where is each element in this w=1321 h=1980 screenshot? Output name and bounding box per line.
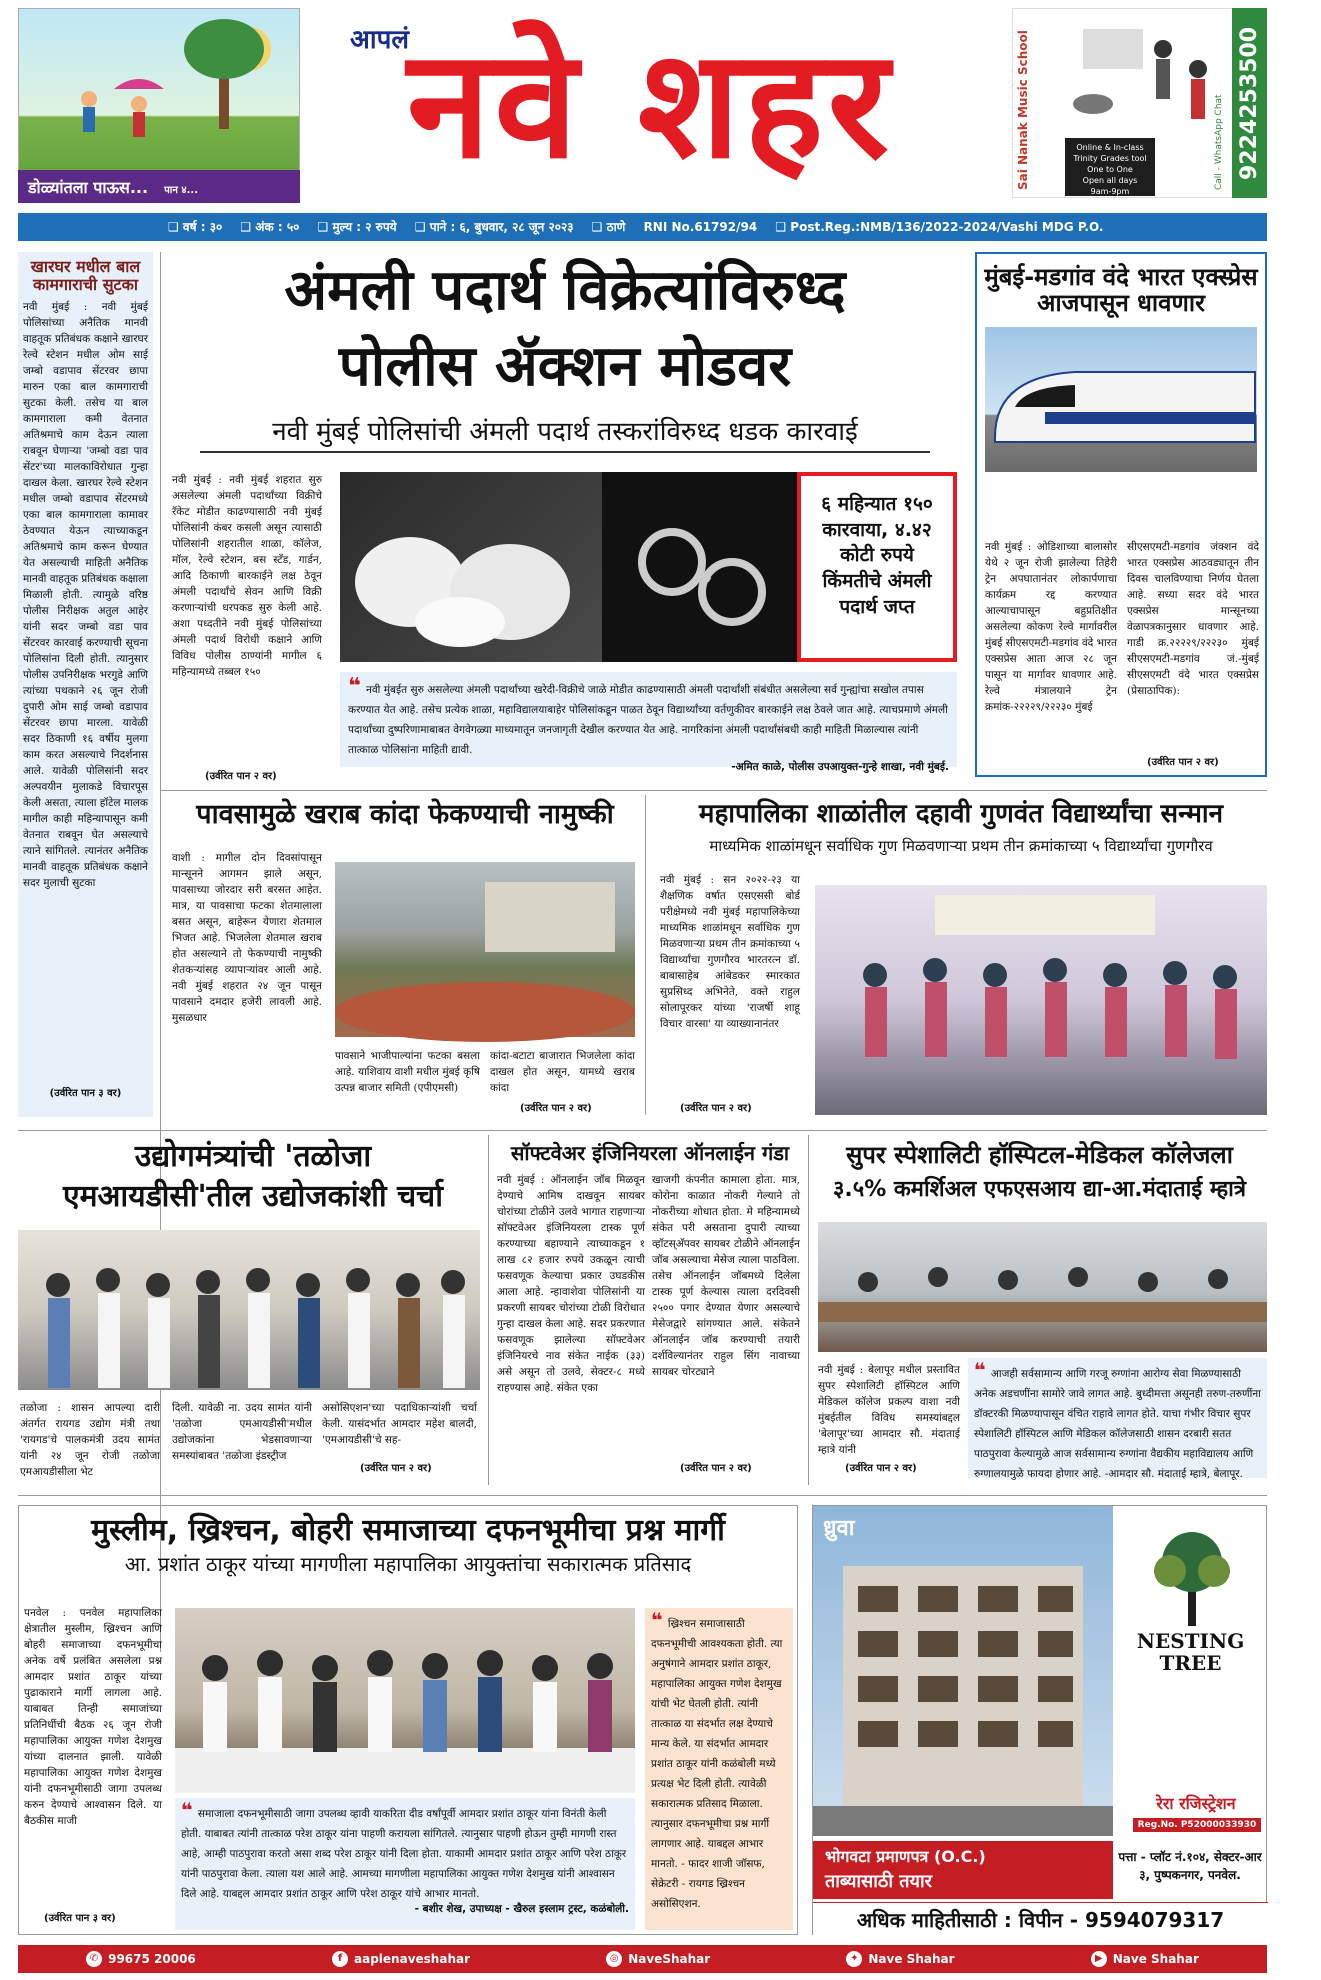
rain-illustration — [19, 9, 301, 169]
oc-banner — [813, 1841, 1113, 1899]
minister-text-3: असोसिएशन'च्या पदाधिकाऱ्यांशी चर्चा केली. यासंदर्भात आमदार महेश बालदी, 'एमआयडीसी'चे सह- — [322, 1402, 477, 1446]
software-continued: (उर्वरित पान २ वर) — [680, 1463, 752, 1474]
oc-line-2: ताब्यासाठी तयार — [825, 1871, 932, 1892]
ad-phone-number[interactable]: 9224253500 — [1232, 8, 1267, 198]
lead-subhead: नवी मुंबई पोलिसांची अंमली पदार्थ तस्करांविरुध्द धडक कारवाई — [200, 418, 930, 453]
software-headline: सॉफ्टवेअर इंजिनियरला ऑनलाईन गंडा — [510, 1141, 790, 1165]
minister-text-2: दिली. यावेळी ना. उदय सामंत यांनी 'तळोजा एमआयडीसी'मधील उद्योजकांना भेडसावणाऱ्या समस्यांबाबत 'तळोजा इंडस्ट्रीज — [172, 1402, 312, 1462]
lead-headline-2: पोलीस ॲक्शन मोडवर — [338, 334, 792, 399]
lead-headline-1: अंमली पदार्थ विक्रेत्यांविरुध्द — [284, 258, 846, 323]
ad-info-line: Open all days — [1082, 176, 1138, 185]
lead-text: नवी मुंबई : नवी मुंबई शहरात सुरु असलेल्या अंमली पदार्थांच्या विक्रीचे रॅकेट मोडीत काढण्यासाठी नवी मुंबई पोलिसांनी कंबर कसली असून त्यासाठी पोलिसांनी शहरातील शाळा, कॉलेज, मॉल, रेल्वे स्टेशन, बस स्टँड, गार्डन, आदि ठिकाणी बारकाईने लक्ष ठेवून अंमली पदार्थांचे सेवन आणि विक्री करणाऱ्यांची धरपकड सुरु केली आहे. अशा पध्दतीने नवी मुंबई पोलिसांच्या अंमली पदार्थ विरोधी कक्षाने आणि विविध पोलीस ठाण्यांनी मागील ६ महिन्यामध्ये तब्बल १५० — [172, 474, 322, 678]
burial-side-quote — [645, 1608, 793, 1930]
seizure-stats-box: ६ महिन्यात १५० कारवाया, ४.४२ कोटी रुपये किंमतीचे अंमली पदार्थ जप्त — [797, 472, 957, 662]
burial-delegation-graphic — [175, 1608, 635, 1793]
students-subhead: माध्यमिक शाळांमधून सर्वाधिक गुण मिळवणाऱ्या प्रथम तीन क्रमांकाच्या ५ विद्यार्थ्यांचा गुणगौरव — [709, 837, 1213, 855]
footer-youtube[interactable] — [1091, 1945, 1199, 1973]
hospital-text: नवी मुंबई : बेलापूर मधील प्रस्तावित सुपर स्पेशालिटी हॉस्पिटल आणि मेडिकल कॉलेज प्रकल्प वाशा नवी मुंबईतील विविध समस्यांबद्दल 'बेलापूर'च्या आमदार सौ. मंदाताई म्हात्रे यांनी — [818, 1364, 960, 1456]
dateline-rni: RNI No.61792/94 — [643, 220, 758, 234]
dateline-price: ❑ मुल्य : २ रुपये — [317, 220, 397, 234]
onion-continued: (उर्वरित पान २ वर) — [520, 1103, 592, 1114]
ad-address: पत्ता - प्लॉट नं.१०४, सेक्टर-आर ३, पुष्पकनगर, पनवेल. — [1118, 1850, 1262, 1882]
burial-quote-text: समाजाला दफनभूमीसाठी जागा उपलब्ध व्हावी याकरिता दीड वर्षांपूर्वी आमदार प्रशांत ठाकूर यांना विनंती केली होती. याबाबत त्यांनी तात्काळ परेश ठाकूर यांना पाहणी करायला सांगितले. त्यानुसार पाहणी होऊन तुम्ही मागणी रास्त आहे, आम्ही पाठपुरावा करतो असा शब्द परेश ठाकूर यांनी दिला होता. याकामी आमदार प्रशांत ठाकूर आणि परेश ठाकूर यांनी पाठपुरावा केला. त्याला यश आले आहे. आमच्या मागणीला महापालिका आयुक्त गणेश देशमुख यांनी आश्वासन दिले आहे. याबद्दल आमदार प्रशांत ठाकूर आणि परेश ठाकूर यांचे आभार मानतो. — [181, 1808, 627, 1900]
building-photo — [813, 1506, 1113, 1836]
onion-heap-graphic — [335, 862, 635, 1037]
onion-text-b1: पावसाने भाजीपाल्यांना फटका बसला आहे. याशिवाय वाशी मधील मुंबई कृषि उत्पन्न बाजार समिती (एपीएमसी) — [335, 1050, 480, 1094]
whatsapp-icon: ✆ — [86, 1951, 102, 1967]
students-headline: महापालिका शाळांतील दहावी गुणवंत विद्यार्थ्यांचा सन्मान — [698, 799, 1224, 829]
students-continued: (उर्वरित पान २ वर) — [680, 1103, 752, 1114]
ad-info-box — [1065, 138, 1155, 196]
facebook-icon: f — [332, 1951, 348, 1967]
footer-twitter[interactable] — [846, 1945, 954, 1973]
footer-instagram[interactable] — [606, 1945, 710, 1973]
hospital-meeting-photo — [818, 1222, 1267, 1352]
twitter-icon: ✦ — [846, 1951, 862, 1967]
oc-line-1: भोगवटा प्रमाणपत्र (O.C.) — [825, 1847, 986, 1866]
nesting-tree-ad[interactable] — [812, 1505, 1267, 1935]
burial-quote-box — [175, 1798, 635, 1930]
paper-pre-title: आपलं — [350, 25, 409, 55]
left-article-continued: (उर्वरित पान ३ वर) — [49, 1088, 122, 1100]
delegation-graphic — [18, 1230, 480, 1390]
vande-bharat-photo — [985, 327, 1257, 472]
footer-whatsapp-label: 99675 20006 — [108, 1952, 196, 1966]
burial-continued: (उर्वरित पान ३ वर) — [44, 1913, 116, 1924]
logo-text: NESTING TREE — [1136, 1629, 1245, 1675]
dateline-year: ❑ वर्ष : ३० — [168, 220, 223, 234]
masthead-left-caption[interactable] — [18, 170, 300, 203]
lead-quote-text: नवी मुंबईत सुरु असलेल्या अंमली पदार्थांच्या खरेदी-विक्रीचे जाळे मोडीत काढण्यासाठी अंमली पदार्थांशी संबंधीत असलेल्या सर्व गुन्ह्यांचा सखोल तपास करण्यात येत आहे. तसेच प्रत्येक शाळा, महाविद्यालयाबाहेर पोलिसांकडून पाळत ठेवून विद्यार्थ्यांच्या वर्तणुकीवर बारकाईने लक्ष ठेवले जात आहे. त्याचप्रमाणे अंमली पदार्थांच्या दुष्परिणामाबाबत वेगवेगळ्या माध्यमातून जनजागृती देखील करण्यात येत आहे. नागरिकांना अंमली पदार्थांसंबधी काही माहिती मिळाल्यास त्यांनी तात्काळ पोलिसांना माहिती द्यावी. — [348, 684, 948, 756]
quote-mark-icon: ❝ — [974, 1358, 986, 1382]
dateline-city: ❑ ठाणे — [591, 220, 626, 234]
drug-packets-graphic — [340, 472, 602, 662]
dateline-postreg: ❑ Post.Reg.:NMB/136/2022-2024/Vashi MDG P.O. — [775, 220, 1104, 234]
onion-headline: पावसामुळे खराब कांदा फेकण्याची नामुष्की — [196, 799, 614, 830]
left-article-headline: खारघर मधील बाल कामगाराची सुटका — [30, 257, 141, 294]
minister-continued: (उर्वरित पान २ वर) — [360, 1463, 432, 1474]
footer-facebook[interactable] — [332, 1945, 470, 1973]
dateline-bar — [18, 213, 1267, 241]
handcuffs-photo — [602, 472, 797, 662]
rera-label: रेरा रजिस्ट्रेशन — [1156, 1794, 1236, 1813]
handcuffs-graphic — [602, 472, 797, 662]
train-story-box[interactable] — [975, 252, 1267, 777]
train-graphic — [985, 327, 1259, 472]
footer-whatsapp[interactable] — [86, 1945, 196, 1973]
burial-side-quote-text: ख्रिश्चन समाजासाठी दफनभूमीची आवश्यकता होती. त्या अनुषंगाने आमदार प्रशांत ठाकूर, महापालिका आयुक्त गणेश देशमुख यांची भेट घेतली होती. त्यांनी तात्काळ या संदर्भात लक्ष देण्याचे मान्य केले. या संदर्भात आमदार प्रशांत ठाकूर यांनी कळंबोली मध्ये प्रत्यक्ष भेट दिली होती. त्यावेळी सकारात्मक प्रतिसाद मिळाला. त्यानुसार दफनभूमीचा प्रश्न मार्गी लागणार आहे. याबद्दल आभार मानतो. - फादर शाजी जॉसफ, सेक्रेटरी - रायगड ख्रिश्चन असोसिएशन. — [651, 1618, 783, 1910]
rera-number: Reg.No. P52000033930 — [1133, 1818, 1261, 1832]
footer-twitter-label: Nave Shahar — [868, 1952, 955, 1966]
ad-chat-label: Call - WhatsApp Chat — [1214, 94, 1224, 190]
nesting-tree-logo — [1118, 1526, 1263, 1706]
footer-instagram-label: NaveShahar — [628, 1952, 711, 1966]
quote-mark-icon: ❝ — [348, 674, 361, 699]
footer-facebook-label: aaplenaveshahar — [354, 1952, 470, 1966]
youtube-icon: ▶ — [1091, 1951, 1107, 1967]
burial-meeting-photo — [175, 1608, 635, 1793]
ad-contact[interactable]: अधिक माहितीसाठी : विपीन - 9594079317 — [813, 1902, 1268, 1936]
onion-text-b2: कांदा-बटाटा बाजारात भिजलेला कांदा दाखल होत असून, यामध्ये खराब कांदा — [490, 1050, 635, 1094]
students-text: नवी मुंबई : सन २०२२-२३ या शैक्षणिक वर्षात एसएससी बोर्ड परीक्षेमध्ये नवी मुंबई महापालिकेच्या माध्यमिक शाळांमधून सर्वाधिक गुण मिळवणाऱ्या प्रथम तीन क्रमांकाच्या ५ विद्यार्थ्यांचा गुणगौरव भारतरत्न डॉ. बाबासाहेब आंबेडकर स्मारकात सुप्रसिध्द अभिनेते, वक्ते राहुल सोलापूरकर यांच्या 'राजर्षी शाहू विचार वारसा' या व्याख्यानानंतर — [660, 874, 800, 1030]
onion-photo — [335, 862, 635, 1037]
burial-quote-author: - बशीर शेख, उपाध्यक्ष - खैरुल इस्लाम ट्रस्ट, कळंबोली. — [414, 1903, 629, 1915]
lead-continued: (उर्वरित पान २ वर) — [205, 771, 277, 782]
lead-quote-box — [340, 672, 957, 773]
ad-school-name: Sai Nanak Music School — [1016, 30, 1030, 190]
hospital-quote-box — [968, 1358, 1267, 1478]
burial-text: पनवेल : पनवेल महापालिका क्षेत्रातील मुस्लीम, ख्रिश्चन आणि बोहरी समाजाच्या दफनभूमीचा अनेक वर्षे प्रलंबित असलेला प्रश्न आमदार प्रशांत ठाकूर यांच्या पुढाकाराने मार्गी लागला आहे. याबाबत तिन्ही समाजांच्या प्रतिनिधींची बैठक २६ जून रोजी महापालिका आयुक्त गणेश देशमुख यांच्या दालनात झाली. यावेळी महापालिका आयुक्त गणेश देशमुख यांनी दफनभूमीसाठी जागा उपलब्ध करुन देण्याचे आश्वासन दिले. या बैठकीस माजी — [24, 1607, 162, 1827]
minister-headline-2: एमआयडीसी'तील उद्योजकांशी चर्चा — [63, 1179, 443, 1214]
lead-quote-author: -अमित काळे, पोलीस उपआयुक्त-गुन्हे शाखा, नवी मुंबई. — [731, 761, 949, 773]
felicitation-graphic — [815, 885, 1267, 1115]
students-photo — [815, 885, 1267, 1115]
meeting-graphic — [818, 1222, 1267, 1352]
quote-mark-icon: ❝ — [181, 1798, 193, 1822]
train-headline: मुंबई-मडगांव वंदे भारत एक्स्प्रेस आजपासून धावणार — [984, 263, 1258, 318]
train-text-right: सीएसएमटी-मडगांव जंक्शन वंदे भारत एक्सप्रेस आठवड्यातून तीन दिवस चालविण्याचा निर्णय घेतला आहे. सध्या सदर वंदे भारत एक्सप्रेस मान्सूनच्या वेळापत्रकानुसार धावणार आहे. गाडी क्र.२२२२९/२२२३० मुंबई सीएसएमटी-मडगांव जं.-मुंबई सीएसएमटी वंदे भारत एक्सप्रेस (प्रेसाठापिक): — [1127, 541, 1259, 697]
building-graphic — [813, 1506, 1113, 1836]
ad-info-line: Trinity Grades tool — [1073, 154, 1147, 163]
burial-headline: मुस्लीम, ख्रिश्चन, बोहरी समाजाच्या दफनभूमीचा प्रश्न मार्गी — [91, 1513, 725, 1548]
footer-youtube-label: Nave Shahar — [1112, 1952, 1199, 1966]
left-article-text: नवी मुंबई : नवी मुंबई पोलिसांच्या अनैतिक मानवी वाहतूक प्रतिबंधक कक्षाने खारघर रेल्वे स्टेशन मधील ओम साई जम्बो वडापाव सेंटरवर छापा मारुन एका बाल कामगाराची सुटका केली. तसेच या बाल कामगाराला कमी वेतनात अतिश्रमाचे काम देऊन त्याला राबवून घेणाऱ्या 'जम्बो वडा पाव सेंटर'च्या मालकाविरोधात गुन्हा दाखल केला. खारघर रेल्वे स्टेशन मधील जम्बो वडापाव सेंटरमध्ये एका बाल कामगाराला कामावर ठेवण्यात येऊन त्याच्याकडून अतिश्रमाचे काम करून घेण्यात येत असल्याची माहिती अनैतिक मानवी वाहतूक प्रतिबंधक कक्षाला मिळाली होती. त्यामुळे वरिष्ठ पोलीस निरीक्षक अतुल आहेर यांनी सदर जम्बो वडा पाव सेंटरवर कारवाई करण्याची सूचना पोलिसांना दिली होती. त्यानुसार पोलीस उपनिरीक्षक भरगुडे आणि त्यांच्या पथकाने २६ जून रोजी दुपारी ओम साई जम्बो वडापाव सेंटरवर छापा मारला. यावेळी सदर ठिकाणी १६ वर्षीय मुलगा काम करत असल्याचे निदर्शनास आले. यावेळी पोलिसांनी सदर अल्पवयीन मुलाकडे विचारपूस केली असता, त्याला हॉटेल मालक मागील काही महिन्यापासून कमी वेतनात राबवून घेत असल्याचे त्याने सांगितले. त्यानंतर अनैतिक मानवी वाहतूक प्रतिबंधक कक्षाने सदर मुलाची सुटका — [23, 301, 148, 890]
ad-brand-name: ध्रुवा — [823, 1516, 855, 1541]
drugs-photo — [340, 472, 602, 662]
hospital-quote-text: आजही सर्वसामान्य आणि गरजू रुग्णांना आरोग्य सेवा मिळण्यासाठी अनेक अडचणींना सामोरे जावे लागत आहे. बुध्दीमत्ता असूनही तरुण-तरुणींना डॉक्टरकी मिळण्यापासून वंचित राहावे लागत होते. याचा गंभीर विचार सुपर स्पेशालिटी हॉस्पिटल आणि मेडिकल कॉलेजसाठी शासन दरबारी सतत पाठपुरावा केल्यामुळे आज सर्वसामान्य रुग्णांना वैद्यकीय महाविद्यालय आणि रुग्णालयामुळे फायदा होणार आहे. -आमदार सौ. मंदाताई म्हात्रे, बेलापूर. — [974, 1368, 1261, 1480]
tree-icon — [1136, 1526, 1246, 1626]
ad-info-line: 9am-9pm — [1090, 187, 1130, 196]
train-continued: (उर्वरित पान २ वर) — [1147, 757, 1219, 768]
quote-mark-icon: ❝ — [651, 1608, 663, 1632]
minister-headline-1: उद्योगमंत्र्यांची 'तळोजा — [134, 1139, 372, 1174]
dateline-issue: ❑ अंक : ५० — [240, 220, 300, 234]
paper-title: नवे शहर — [407, 18, 893, 192]
left-column-article[interactable] — [18, 252, 153, 1117]
instagram-icon: ◎ — [606, 1951, 622, 1967]
dateline-date: ❑ पाने : ६, बुधवार, २८ जून २०२३ — [414, 220, 574, 234]
onion-text: वाशी : मागील दोन दिवसांपासून मान्सूनने आगमन झाले असून, पावसाच्या जोरदार सरी बरसत आहेत. मात्र, या पावसाचा फटका शेतमालाला बसत असून, बाहेरून येणारा शेतमाल भिजत आहे. भिजलेला शेतमाल खराब होत असल्याने तो फेकण्याची नामुष्की शेतकऱ्यांसह व्यापाऱ्यांवर आली आहे. नवी मुंबई शहरात २४ जून पासून पावसाने दमदार हजेरी लावली आहे. मुसळधार — [172, 852, 322, 1024]
minister-photo — [18, 1230, 480, 1390]
minister-text-1: तळोजा : शासन आपल्या दारी अंतर्गत रायगड उद्योग मंत्री तथा 'रायगड'चे पालकमंत्री उदय सामंत यांनी २४ जून रोजी तळोजा एमआयडीसीला भेट — [20, 1402, 160, 1478]
hospital-continued: (उर्वरित पान २ वर) — [845, 1463, 917, 1474]
ad-info-line: One to One — [1087, 165, 1133, 174]
ad-info-line: Online & In-class — [1076, 143, 1144, 152]
train-text-left: नवी मुंबई : ओडिशाच्या बालासोर येथे २ जून रोजी झालेल्या तिहेरी ट्रेन अपघातानंतर लोकार्पणाचा कार्यक्रम रद्द करण्यात आल्याचापासून बहुप्रतिक्षीत असलेल्या कोकण रेल्वे मार्गावरील मुंबई सीएसएमटी-मडगांव वंदे भारत एक्सप्रेस आता आज २८ जून पासून या मार्गावर धावणार आहे. रेल्वे मंत्रालयाने ट्रेन क्रमांक-२२२२९/२२२३० मुंबई — [985, 541, 1117, 713]
hospital-headline-1: सुपर स्पेशालिटी हॉस्पिटल-मेडिकल कॉलेजला — [846, 1141, 1233, 1169]
software-text-1: नवी मुंबई : ऑनलाईन जॉब मिळवून देण्याचे आमिष दाखवून सायबर चोरांच्या टोळीने उलवे भागात राहणाऱ्या सॉफ्टवेअर इंजिनियरला टास्क पूर्ण करण्याच्या बहाण्याने त्याच्याकडून १ लाख ८२ हजार रुपये उकळून त्याची फसवणूक केल्याचा प्रकार उघडकीस आला आहे. न्हावाशेवा पोलिसांनी या प्रकरणी सायबर चोरांच्या टोळी विरोधात गुन्हा दाखल केला आहे. सदर प्रकरणात फसवणूक झालेल्या सॉफ्टवेअर इंजिनियरचे नाव संकेत नाईक (३३) असे असून तो उलवे, सेक्टर-८ मध्ये राहण्यास आहे. संकेत एका — [497, 1174, 645, 1394]
footer-bar — [18, 1945, 1267, 1973]
caption-page: पान ४... — [164, 185, 198, 196]
burial-subhead: आ. प्रशांत ठाकूर यांच्या मागणीला महापालिका आयुक्तांचा सकारात्मक प्रतिसाद — [124, 1552, 692, 1576]
caption-text: डोळ्यांतला पाऊस... — [28, 178, 149, 197]
software-text-2: खाजगी कंपनीत कामाला होता. मात्र, कोरोना काळात नोकरी गेल्याने तो नोकरीच्या शोधात होता. मे महिन्यामध्ये संकेत परी असताना दुपारी त्याच्या व्हॉटस्‌अ‍ॅपवर सायबर टोळीने ऑनलाईन जॉब असल्याचा मेसेज त्याला पाठविला. तसेच ऑनलाईन जॉबमध्ये दिलेला टास्क पूर्ण केल्यास त्याला दरदिवसी २५०० पगार देण्यात येणार असल्याचे मेसेजद्वारे सांगण्यात आले. संकेतने ऑनलाईन जॉब करण्याची तयारी दर्शविल्यानंतर राहुल सिंग नावाच्या सायबर चोरट्याने — [652, 1174, 800, 1378]
hospital-headline-2: ३.५% कमर्शिअल एफएसआय द्या-आ.मंदाताई म्हात्रे — [832, 1177, 1247, 1202]
